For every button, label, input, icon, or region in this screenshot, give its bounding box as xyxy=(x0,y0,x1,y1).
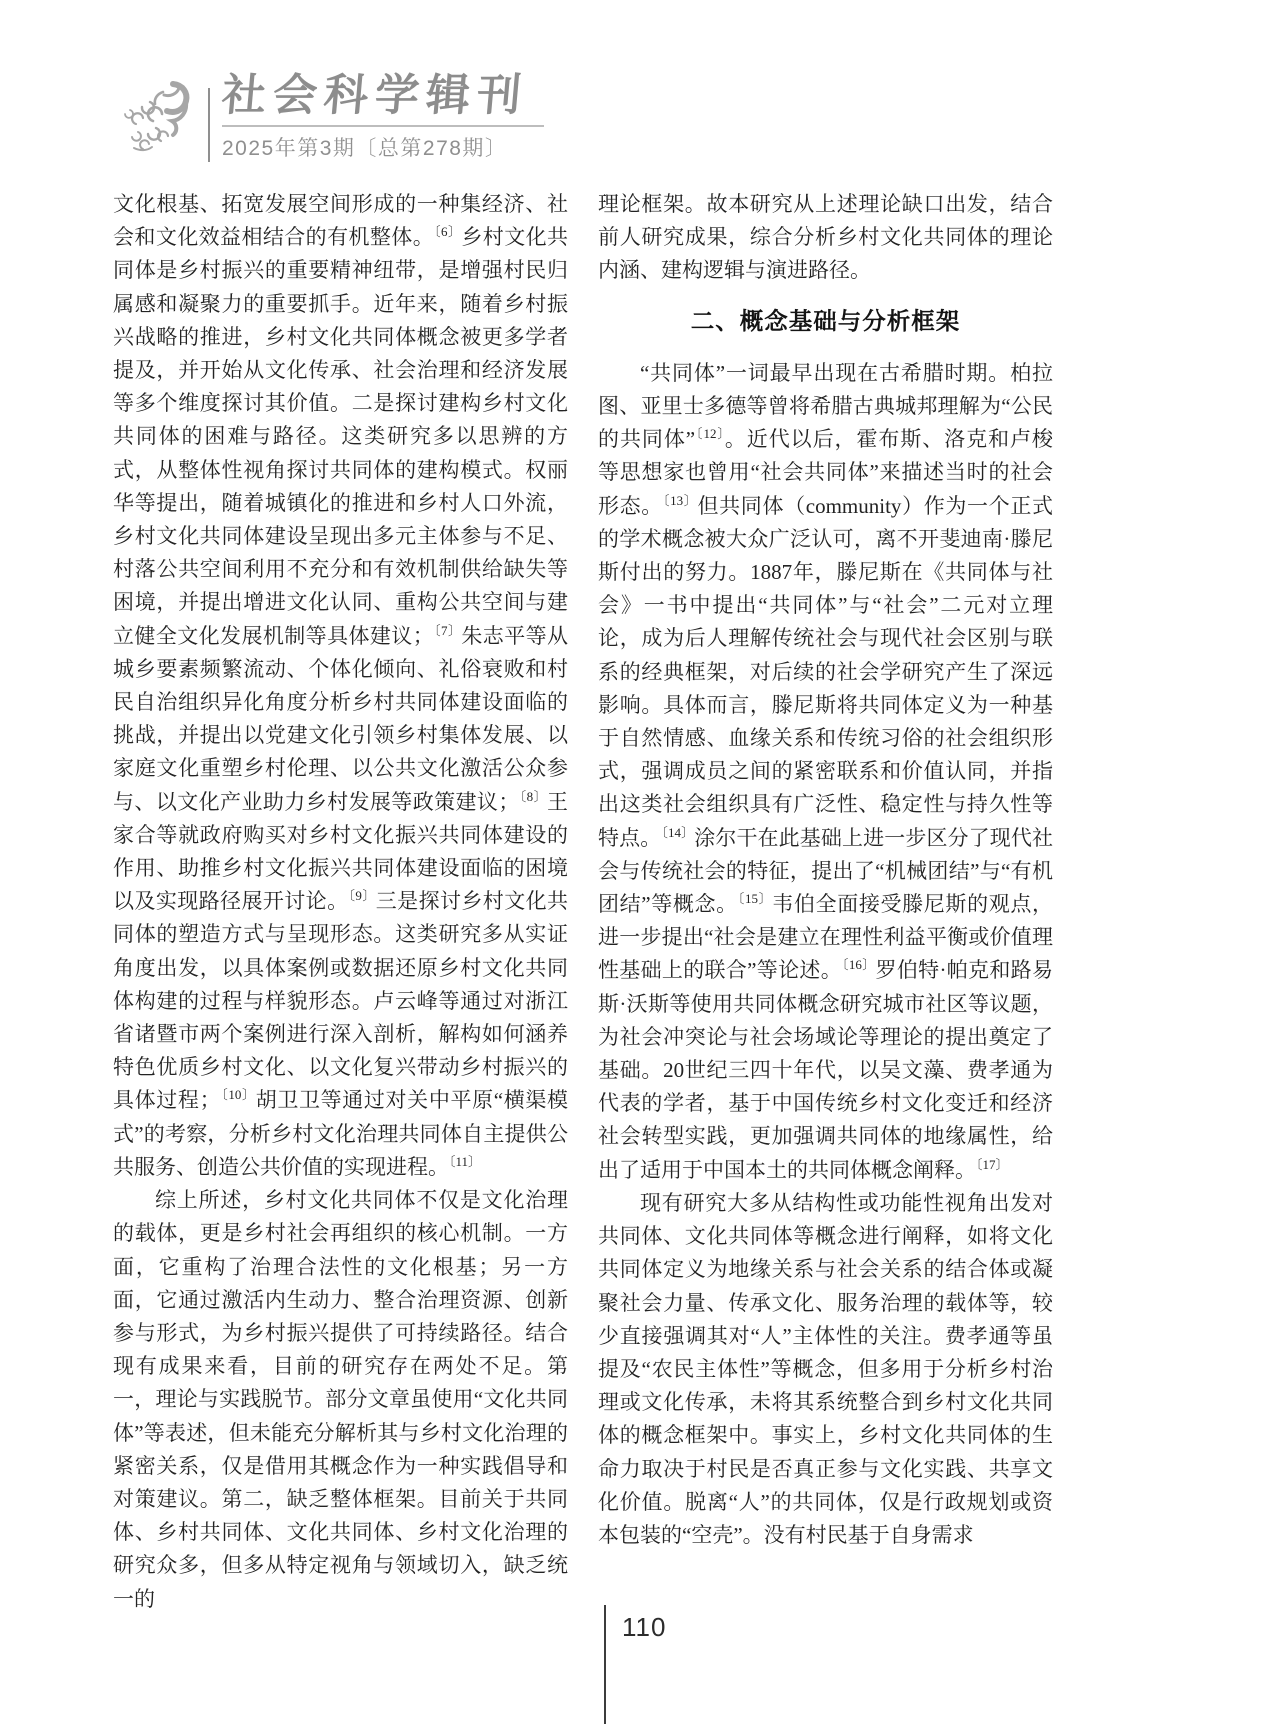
paragraph: 现有研究大多从结构性或功能性视角出发对共同体、文化共同体等概念进行阐释，如将文化共同体定义为地缘关系与社会关系的结合体或凝聚社会力量、传承文化、服务治理的载体等，较少直接强调其对“人”主体性的关注。费孝通等虽提及“农民主体性”等概念，但多用于分析乡村治理或文化传承，未将其系统整合到乡村文化共同体的概念框架中。事实上，乡村文化共同体的生命力取决于村民是否真正参与文化实践、共享文化价值。脱离“人”的共同体，仅是行政规划或资本包装的“空壳”。没有村民基于自身需求 xyxy=(598,1190,1053,1547)
footnote-ref: 〔14〕 xyxy=(661,824,695,840)
footnote-ref: 〔8〕 xyxy=(519,788,548,804)
header-divider xyxy=(208,88,210,162)
issue-info: 2025年第3期〔总第278期〕 xyxy=(222,125,544,162)
masthead-text xyxy=(219,70,544,162)
footnote-ref: 〔10〕 xyxy=(220,1087,256,1103)
right-column xyxy=(598,188,1053,1616)
footnote-ref: 〔6〕 xyxy=(434,224,462,240)
footnote-ref: 〔17〕 xyxy=(976,1156,1009,1172)
journal-title: 社会科学辑刊 xyxy=(219,70,531,121)
footnote-ref: 〔7〕 xyxy=(433,622,462,638)
footer-rule xyxy=(604,1605,606,1724)
phoenix-ornament-icon xyxy=(116,70,202,162)
section-heading: 二、概念基础与分析框架 xyxy=(690,307,961,334)
footnote-ref: 〔15〕 xyxy=(737,891,773,907)
journal-header xyxy=(116,70,544,162)
footnote-ref: 〔16〕 xyxy=(842,957,876,973)
footnote-ref: 〔11〕 xyxy=(449,1153,482,1169)
article-body xyxy=(113,188,1053,1616)
paragraph: 综上所述，乡村文化共同体不仅是文化治理的载体，更是乡村社会再组织的核心机制。一方面，它重构了治理合法性的文化根基；另一方面，它通过激活内生动力、整合治理资源、创新参与形式，为乡村振兴提供了可持续路径。结合现有成果来看，目前的研究存在两处不足。第一，理论与实践脱节。部分文章虽使用“文化共同体”等表述，但未能充分解析其与乡村文化治理的紧密关系，仅是借用其概念作为一种实践倡导和对策建议。第二，缺乏整体框架。目前关于共同体、乡村共同体、文化共同体、乡村文化治理的研究众多，但多从特定视角与领域切入，缺乏统一的 xyxy=(113,1188,568,1611)
footnote-ref: 〔13〕 xyxy=(662,492,698,508)
page-number: 110 xyxy=(622,1612,667,1642)
footnote-ref: 〔9〕 xyxy=(348,888,376,904)
footnote-ref: 〔12〕 xyxy=(695,426,725,442)
paragraph: 文化根基、拓宽发展空间形成的一种集经济、社会和文化效益相结合的有机整体。$^{〔6〕}$乡村文化共同体是乡村振兴的重要精神纽带，是增强村民归属感和凝聚力的重要抓手。近年来，随着乡村振兴战略的推进，乡村文化共同体概念被更多学者提及，并开始从文化传承、社会治理和经济发展等多个维度探讨其价值。二是探讨建构乡村文化共同体的困难与路径。这类研究多以思辨的方式，从整体性视角探讨共同体的建构模式。权丽华等提出，随着城镇化的推进和乡村人口外流，乡村文化共同体建设呈现出多元主体参与不足、村落公共空间利用不充分和有效机制供给缺失等困境，并提出增进文化认同、重构公共空间与建立健全文化发展机制等具体建议；$^{〔7〕}$朱志平等从城乡要素频繁流动、个体化倾向、礼俗衰败和村民自治组织异化角度分析乡村共同体建设面临的挑战，并提出以党建文化引领乡村集体发展、以家庭文化重塑乡村伦理、以公共文化激活公众参与、以文化产业助力乡村发展等政策建议；$^{〔8〕}$王家合等就政府购买对乡村文化振兴共同体建设的作用、助推乡村文化振兴共同体建设面临的困境以及实现路径展开讨论。$^{〔9〕}$三是探讨乡村文化共同体的塑造方式与呈现形态。这类研究多从实证角度出发，以具体案例或数据还原乡村文化共同体构建的过程与样貌形态。卢云峰等通过对浙江省诸暨市两个案例进行深入剖析，解构如何涵养特色优质乡村文化、以文化复兴带动乡村振兴的具体过程；$^{〔10〕}$胡卫卫等通过对关中平原“横渠模式”的考察，分析乡村文化治理共同体自主提供公共服务、创造公共价值的实现进程。$^{〔11〕}$ xyxy=(113,192,569,1179)
paragraph: 理论框架。故本研究从上述理论缺口出发，结合前人研究成果，综合分析乡村文化共同体的理论内涵、建构逻辑与演进路径。 xyxy=(598,192,1053,283)
paragraph: “共同体”一词最早出现在古希腊时期。柏拉图、亚里士多德等曾将希腊古典城邦理解为“公民的共同体”$^{〔12〕}$。近代以后，霍布斯、洛克和卢梭等思想家也曾用“社会共同体”来描述当时的社会形态。$^{〔13〕}$但共同体（community）作为一个正式的学术概念被大众广泛认可，离不开斐迪南·滕尼斯付出的努力。1887年，滕尼斯在《共同体与社会》一书中提出“共同体”与“社会”二元对立理论，成为后人理解传统社会与现代社会区别与联系的经典框架，对后续的社会学研究产生了深远影响。具体而言，滕尼斯将共同体定义为一种基于自然情感、血缘关系和传统习俗的社会组织形式，强调成员之间的紧密联系和价值认同，并指出这类社会组织具有广泛性、稳定性与持久性等特点。$^{〔14〕}$涂尔干在此基础上进一步区分了现代社会与传统社会的特征，提出了“机械团结”与“有机团结”等概念。$^{〔15〕}$韦伯全面接受滕尼斯的观点，进一步提出“社会是建立在理性利益平衡或价值理性基础上的联合”等论述。$^{〔16〕}$罗伯特·帕克和路易斯·沃斯等使用共同体概念研究城市社区等议题，为社会冲突论与社会场域论等理论的提出奠定了基础。20世纪三四十年代，以吴文藻、费孝通为代表的学者，基于中国传统乡村文化变迁和经济社会转型实践，更加强调共同体的地缘属性，给出了适用于中国本土的共同体概念阐释。$^{〔17〕}$ xyxy=(598,360,1054,1182)
left-column xyxy=(113,188,568,1616)
